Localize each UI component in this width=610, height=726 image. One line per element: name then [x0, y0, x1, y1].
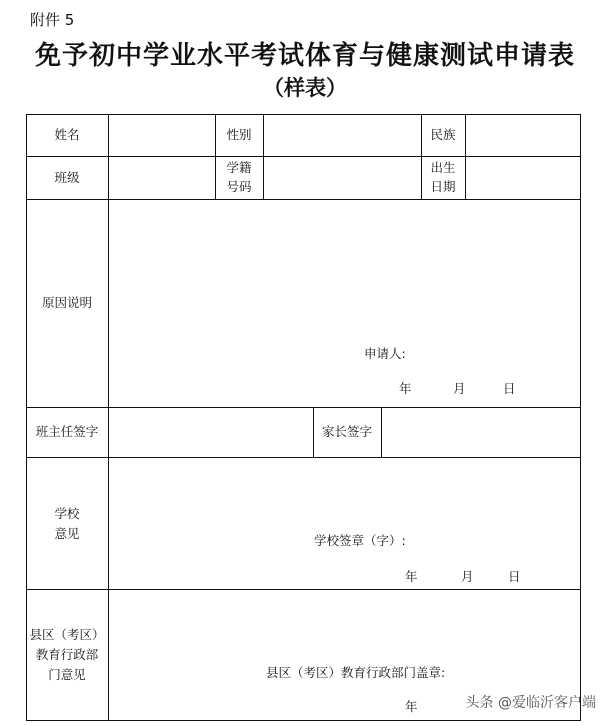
form-title: 免予初中学业水平考试体育与健康测试申请表 [34, 41, 575, 71]
county-opinion-label [26, 625, 108, 685]
birth-date-label-line2: 日期 [430, 179, 456, 194]
ethnicity-field[interactable] [466, 115, 579, 155]
name-label: 姓名 [54, 127, 80, 142]
county-seal-label: 县区（考区）教育行政部门盖章: [266, 665, 446, 680]
school-opinion-line2: 意见 [54, 526, 80, 541]
student-id-label [215, 158, 263, 196]
reason-month: 月 [453, 381, 466, 396]
watermark: 头条 @爱临沂客户端 [465, 695, 596, 711]
county-year: 年 [405, 699, 418, 714]
student-id-label-line1: 学籍 [226, 160, 252, 175]
name-field[interactable] [109, 115, 214, 155]
county-opinion-line1: 县区（考区） [29, 627, 105, 642]
school-month: 月 [461, 569, 474, 584]
school-day: 日 [508, 569, 521, 584]
school-year: 年 [405, 569, 418, 584]
birth-date-label [421, 158, 465, 196]
teacher-sign-field[interactable] [109, 408, 312, 456]
birth-date-field[interactable] [466, 157, 579, 198]
class-label: 班级 [54, 170, 80, 185]
school-opinion-label [26, 504, 108, 544]
county-opinion-field[interactable] [109, 590, 579, 650]
attachment-label: 附件 5 [30, 11, 75, 29]
county-opinion-line2: 教育行政部 [35, 647, 99, 662]
reason-day: 日 [503, 381, 516, 396]
class-field[interactable] [109, 157, 214, 198]
student-id-label-line2: 号码 [226, 179, 252, 194]
county-opinion-line3: 门意见 [48, 667, 86, 682]
parent-sign-field[interactable] [382, 408, 579, 456]
reason-year: 年 [399, 381, 412, 396]
reason-label: 原因说明 [41, 295, 92, 310]
school-opinion-field[interactable] [109, 458, 579, 528]
gender-field[interactable] [264, 115, 420, 155]
birth-date-label-line1: 出生 [430, 160, 456, 175]
applicant-label: 申请人: [364, 346, 406, 361]
school-seal-label: 学校签章（字）: [314, 533, 406, 548]
school-opinion-line1: 学校 [54, 506, 80, 521]
parent-sign-label: 家长签字 [321, 424, 372, 439]
student-id-field[interactable] [264, 157, 420, 198]
teacher-sign-label: 班主任签字 [35, 424, 99, 439]
gender-label: 性别 [226, 127, 252, 142]
reason-field[interactable] [109, 200, 579, 330]
form-subtitle: （样表） [263, 75, 347, 100]
ethnicity-label: 民族 [430, 127, 456, 142]
